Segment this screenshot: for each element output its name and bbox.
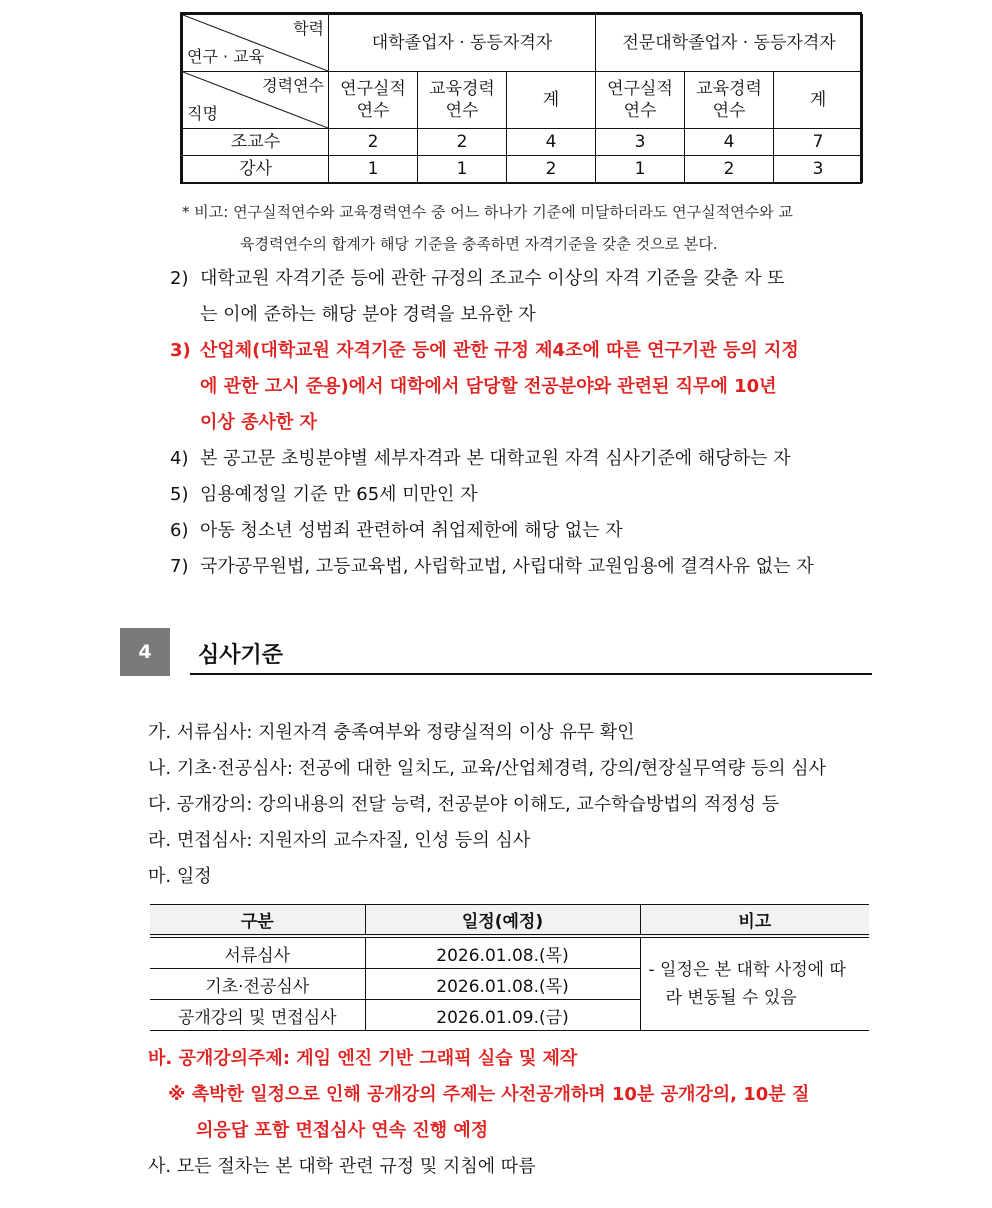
item-number: 4) xyxy=(170,448,189,469)
schedule-category: 공개강의 및 면접심사 xyxy=(150,1000,365,1031)
diagonal-header-bottom xyxy=(183,72,329,129)
procedure-note: 사. 모든 절차는 본 대학 관련 규정 및 지침에 따름 xyxy=(148,1156,536,1177)
row-title: 조교수 xyxy=(183,129,329,156)
cell: 3 xyxy=(596,129,685,156)
cell: 2 xyxy=(685,156,774,183)
table-note-line2: 육경력연수의 합계가 해당 기준을 충족하면 자격기준을 갖춘 것으로 본다. xyxy=(240,235,718,253)
cell: 2 xyxy=(418,129,507,156)
cell: 2 xyxy=(329,129,418,156)
group-header-college: 전문대학졸업자 · 동등자격자 xyxy=(596,15,863,72)
schedule-date: 2026.01.08.(목) xyxy=(365,969,640,1000)
section-number-badge: 4 xyxy=(120,628,170,676)
cell: 2 xyxy=(507,156,596,183)
item-text: 임용예정일 기준 만 65세 미만인 자 xyxy=(200,484,478,505)
schedule-header-date: 일정(예정) xyxy=(365,905,640,937)
section-divider xyxy=(190,673,872,675)
schedule-category: 서류심사 xyxy=(150,936,365,969)
table-row xyxy=(183,129,863,156)
cell: 4 xyxy=(685,129,774,156)
table-note-line1: * 비고: 연구실적연수와 교육경력연수 중 어느 하나가 기준에 미달하더라도 연구실적연수와 교 xyxy=(182,203,793,221)
criteria-item: 다. 공개강의: 강의내용의 전달 능력, 전공분야 이해도, 교수학습방법의 적정성 등 xyxy=(148,794,780,815)
criteria-item: 마. 일정 xyxy=(148,866,212,887)
criteria-item: 나. 기초·전공심사: 전공에 대한 일치도, 교육/산업체경력, 강의/현장실무역량 등의 심사 xyxy=(148,758,827,779)
subheader-education-years: 교육경력 연수 xyxy=(418,72,507,129)
table-row xyxy=(183,156,863,183)
schedule-category: 기초·전공심사 xyxy=(150,969,365,1000)
section-title: 심사기준 xyxy=(198,643,284,668)
cell: 1 xyxy=(596,156,685,183)
schedule-table xyxy=(150,904,869,1031)
schedule-header-remarks: 비고 xyxy=(640,905,869,937)
item-text: 국가공무원법, 고등교육법, 사립학교법, 사립대학 교원임용에 결격사유 없는 자 xyxy=(200,556,814,577)
criteria-item: 라. 면접심사: 지원자의 교수자질, 인성 등의 심사 xyxy=(148,830,531,851)
item-text: 대학교원 자격기준 등에 관한 규정의 조교수 이상의 자격 기준을 갖춘 자 또 xyxy=(200,268,785,289)
subheader-research-years: 연구실적 연수 xyxy=(329,72,418,129)
schedule-date: 2026.01.08.(목) xyxy=(365,936,640,969)
cell: 1 xyxy=(418,156,507,183)
corner-label-position: 직명 xyxy=(187,104,218,123)
notice-line2: 의응답 포함 면접심사 연속 진행 예정 xyxy=(196,1120,489,1141)
corner-label-years: 경력연수 xyxy=(262,76,324,95)
cell: 1 xyxy=(329,156,418,183)
item-number: 6) xyxy=(170,520,189,541)
item-number: 7) xyxy=(170,556,189,577)
table-row xyxy=(150,936,869,969)
schedule-header-category: 구분 xyxy=(150,905,365,937)
item-text: 산업체(대학교원 자격기준 등에 관한 규정 제4조에 따른 연구기관 등의 지정 xyxy=(200,340,799,361)
item-text-cont: 이상 종사한 자 xyxy=(200,412,317,433)
item-text-cont: 는 이에 준하는 해당 분야 경력을 보유한 자 xyxy=(200,304,536,325)
subheader-research-years: 연구실적 연수 xyxy=(596,72,685,129)
diagonal-header-top xyxy=(183,15,329,72)
item-number: 2) xyxy=(170,268,189,289)
cell: 7 xyxy=(774,129,863,156)
cell: 4 xyxy=(507,129,596,156)
item-text-cont: 에 관한 고시 준용)에서 대학에서 담당할 전공분야와 관련된 직무에 10년 xyxy=(200,376,777,397)
subheader-total: 계 xyxy=(507,72,596,129)
criteria-item: 가. 서류심사: 지원자격 충족여부와 정량실적의 이상 유무 확인 xyxy=(148,722,635,743)
lecture-topic: 바. 공개강의주제: 게임 엔진 기반 그래픽 실습 및 제작 xyxy=(148,1048,578,1069)
item-number: 5) xyxy=(170,484,189,505)
schedule-remarks: - 일정은 본 대학 사정에 따 라 변동될 수 있음 xyxy=(640,936,869,1031)
item-text: 아동 청소년 성범죄 관련하여 취업제한에 해당 없는 자 xyxy=(200,520,623,541)
qualification-table xyxy=(180,12,862,184)
corner-label-research: 연구 · 교육 xyxy=(187,47,265,66)
row-title: 강사 xyxy=(183,156,329,183)
cell: 3 xyxy=(774,156,863,183)
corner-label-education: 학력 xyxy=(293,19,324,38)
schedule-date: 2026.01.09.(금) xyxy=(365,1000,640,1031)
subheader-education-years: 교육경력 연수 xyxy=(685,72,774,129)
notice-line1: ※ 촉박한 일정으로 인해 공개강의 주제는 사전공개하며 10분 공개강의, 10분 질 xyxy=(168,1084,810,1105)
group-header-university: 대학졸업자 · 동등자격자 xyxy=(329,15,596,72)
item-text: 본 공고문 초빙분야별 세부자격과 본 대학교원 자격 심사기준에 해당하는 자 xyxy=(200,448,791,469)
subheader-total: 계 xyxy=(774,72,863,129)
item-number: 3) xyxy=(170,340,191,361)
